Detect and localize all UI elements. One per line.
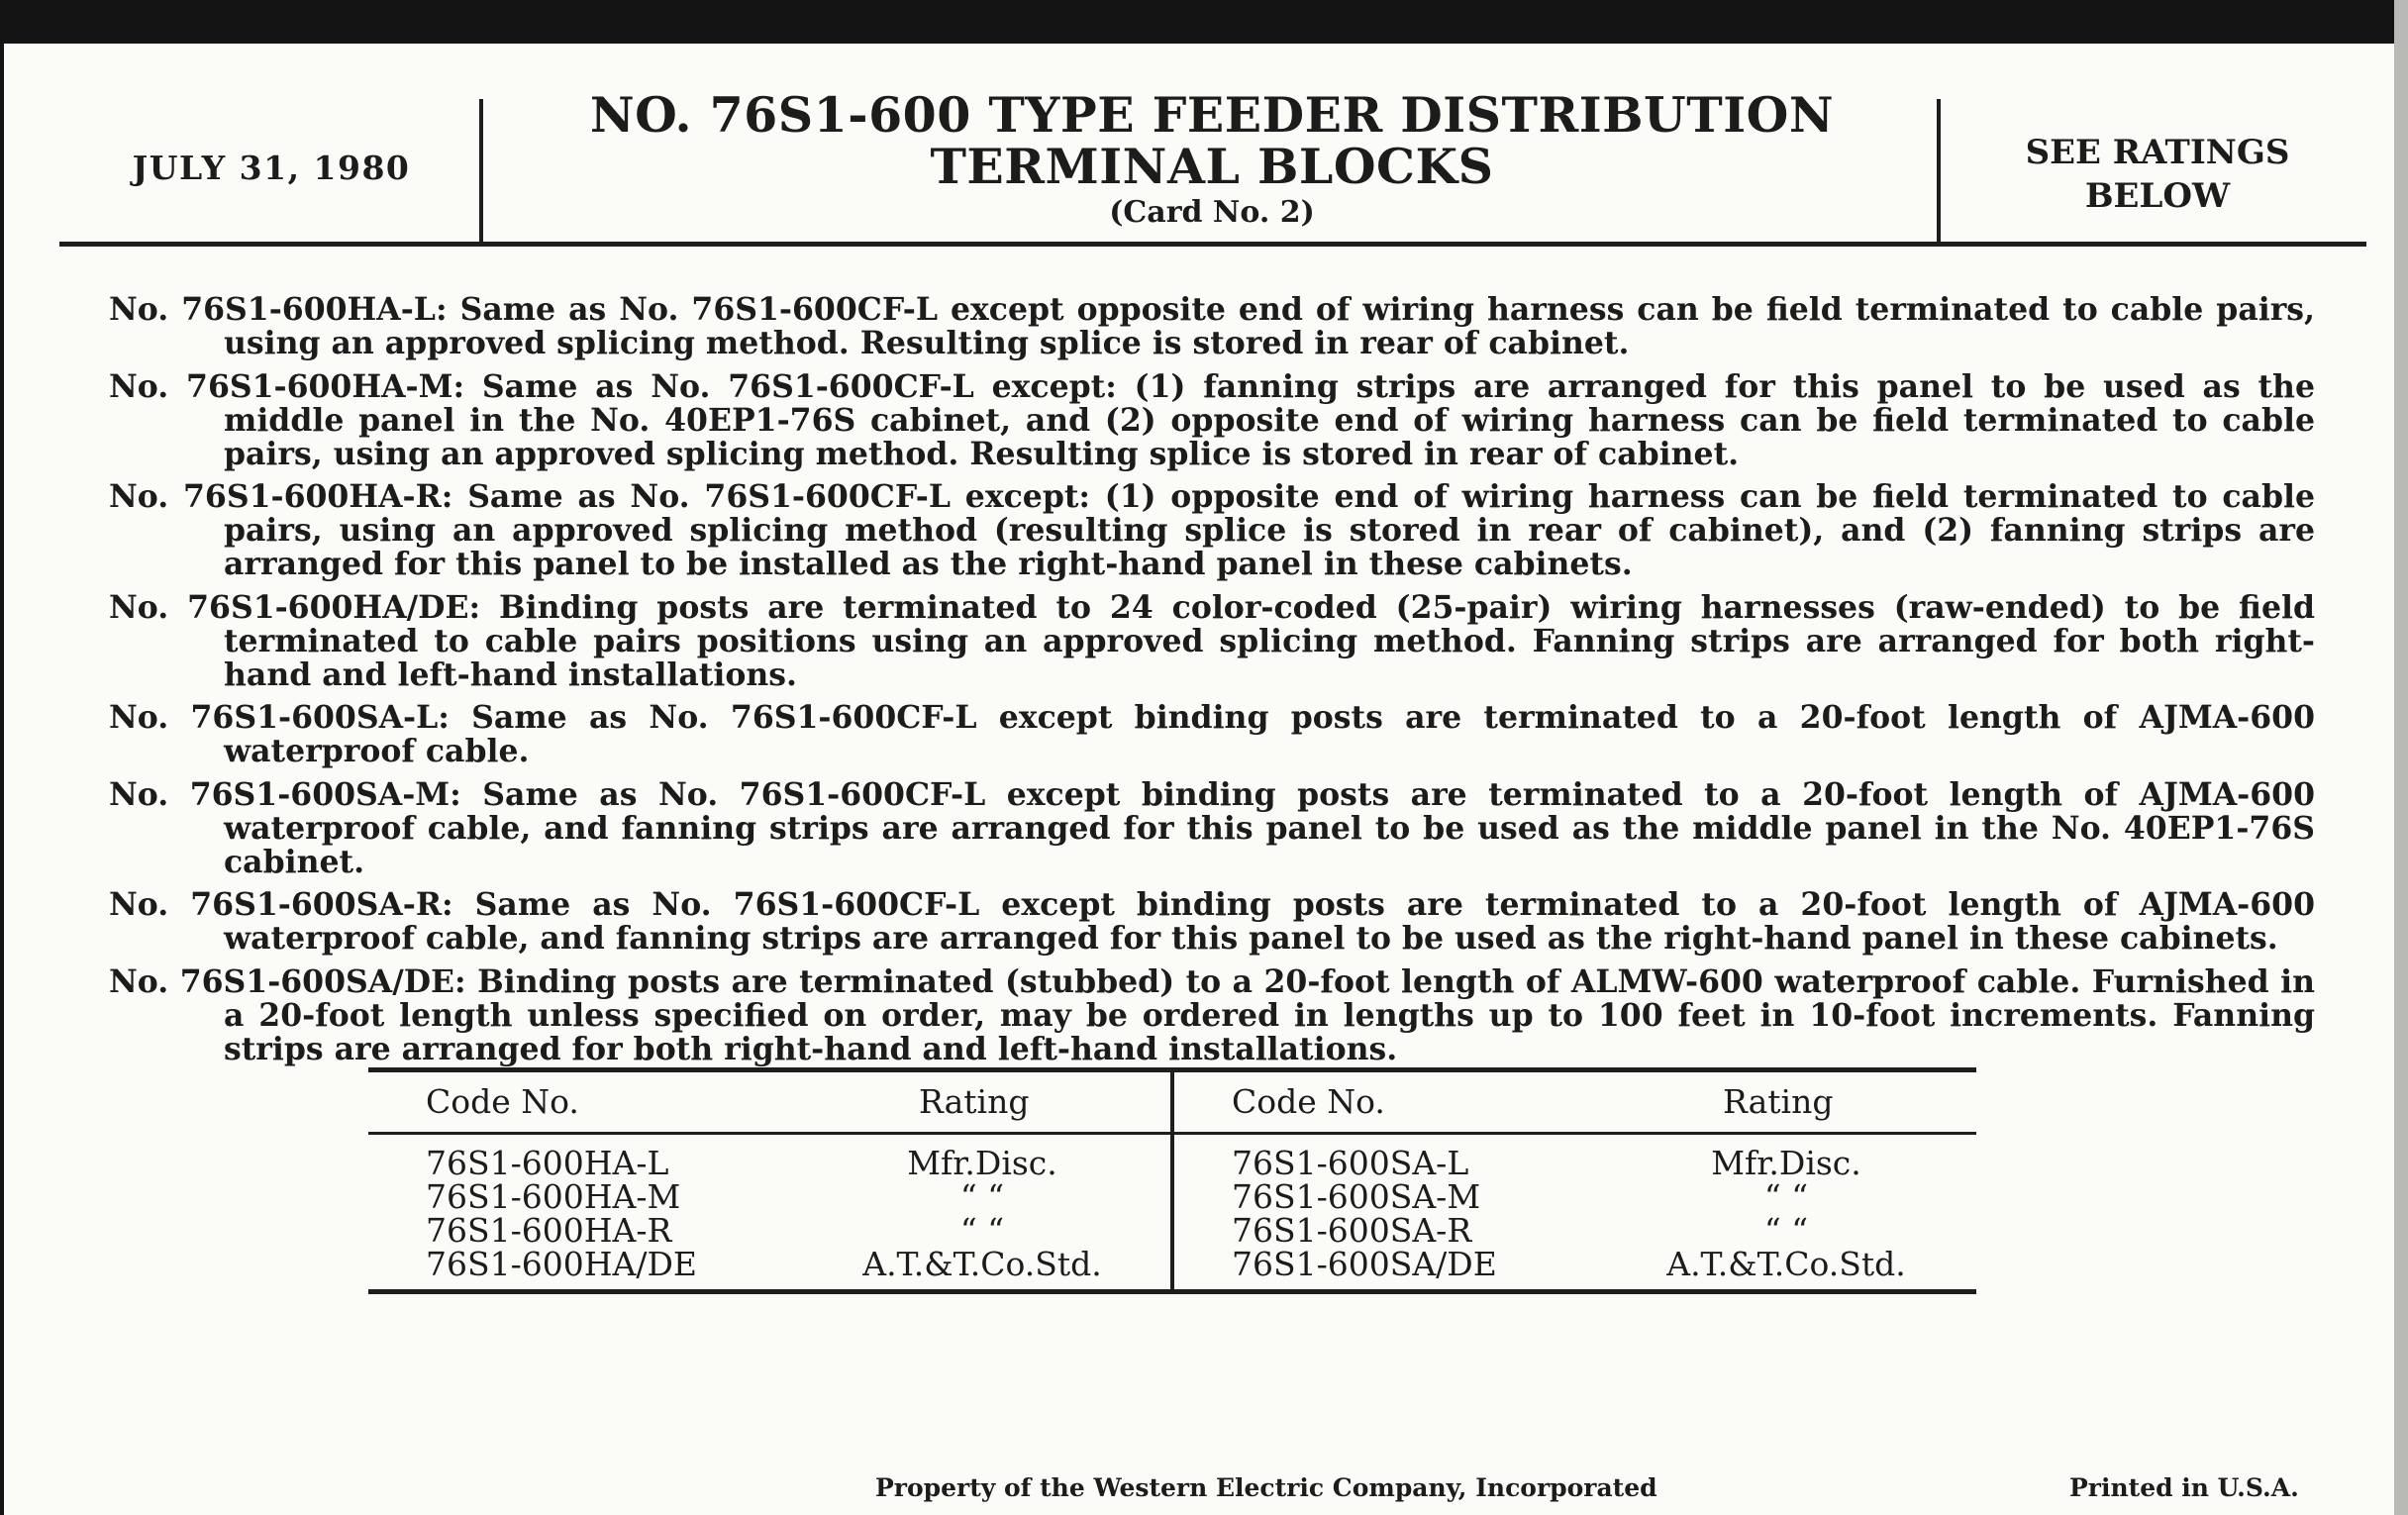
table-column-divider bbox=[1170, 1067, 1174, 1294]
entry-sa-de: No. 76S1-600SA/DE: Binding posts are terminated (stubbed) to a 20-foot length of ALMW-600 waterproof cable. Furnished in a 20-foot length unless specified on order, may be ordered in lengths up to 100 feet in 10-foot increments. Fanning strips are arranged for both right-hand and left-hand installations. bbox=[109, 962, 2315, 1067]
table-cell: A.T.&T.Co.Std. bbox=[862, 1245, 1102, 1283]
ratings-note-line-2: BELOW bbox=[2084, 176, 2231, 216]
table-cell: 76S1-600SA/DE bbox=[1232, 1245, 1497, 1283]
entry-sa-m: No. 76S1-600SA-M: Same as No. 76S1-600CF-L except binding posts are terminated to a 20-foot length of AJMA-600 waterproof cable, and fanning strips are arranged for this panel to be used as the middle panel in the No. 40EP1-76S cabinet. bbox=[109, 775, 2315, 880]
title-line-2: TERMINAL BLOCKS bbox=[930, 138, 1494, 195]
table-cell: 76S1-600HA-M bbox=[426, 1177, 681, 1216]
table-cell: “ “ bbox=[1763, 1177, 1809, 1216]
printed-notice: Printed in U.S.A. bbox=[2069, 1473, 2299, 1502]
card-number: (Card No. 2) bbox=[1109, 195, 1315, 230]
header-divider-left bbox=[479, 99, 483, 246]
card-title bbox=[489, 86, 1935, 232]
table-cell: 76S1-600HA-L bbox=[426, 1144, 669, 1182]
table-cell: “ “ bbox=[1763, 1211, 1809, 1250]
property-notice: Property of the Western Electric Company, Incorporated bbox=[875, 1473, 1657, 1502]
entry-sa-l: No. 76S1-600SA-L: Same as No. 76S1-600CF-L except binding posts are terminated to a 20-foot length of AJMA-600 waterproof cable. bbox=[109, 699, 2315, 769]
right-rating-header: Rating bbox=[1723, 1082, 1834, 1121]
scan-edge bbox=[2394, 0, 2408, 1515]
entry-sa-r: No. 76S1-600SA-R: Same as No. 76S1-600CF-L except binding posts are terminated to a 20-foot length of AJMA-600 waterproof cable, and fanning strips are arranged for this panel to be used as the right-hand panel in these cabinets. bbox=[109, 886, 2315, 957]
table-cell: A.T.&T.Co.Std. bbox=[1666, 1245, 1906, 1283]
entry-ha-l: No. 76S1-600HA-L: Same as No. 76S1-600CF-L except opposite end of wiring harness can be field terminated to cable pairs, using an approved splicing method. Resulting splice is stored in rear of cabinet. bbox=[109, 291, 2315, 361]
table-cell: Mfr.Disc. bbox=[1711, 1144, 1861, 1182]
header-divider-right bbox=[1937, 99, 1941, 246]
right-code-header: Code No. bbox=[1232, 1082, 1385, 1121]
table-cell: 76S1-600SA-L bbox=[1232, 1144, 1469, 1182]
table-cell: 76S1-600HA/DE bbox=[426, 1245, 698, 1283]
ratings-note bbox=[1955, 131, 2360, 218]
table-cell: 76S1-600HA-R bbox=[426, 1211, 672, 1250]
rating-table bbox=[368, 1067, 1976, 1295]
table-cell: 76S1-600SA-R bbox=[1232, 1211, 1472, 1250]
ratings-note-line-1: SEE RATINGS bbox=[2025, 133, 2290, 172]
left-rating-column bbox=[834, 1144, 1131, 1283]
left-code-header: Code No. bbox=[426, 1082, 579, 1121]
table-cell: Mfr.Disc. bbox=[907, 1144, 1057, 1182]
left-code-column bbox=[426, 1144, 698, 1283]
entry-ha-r: No. 76S1-600HA-R: Same as No. 76S1-600CF-L except: (1) opposite end of wiring harness can be field terminated to cable pairs, using an approved splicing method (resulting splice is stored in rear of cabinet), and (2) fanning strips are arranged for this panel to be installed as the right-hand panel in these cabinets. bbox=[109, 478, 2315, 582]
right-code-column bbox=[1232, 1144, 1497, 1283]
title-line-1: NO. 76S1-600 TYPE FEEDER DISTRIBUTION bbox=[589, 86, 1835, 144]
entry-ha-de: No. 76S1-600HA/DE: Binding posts are terminated to 24 color-coded (25-pair) wiring harnesses (raw-ended) to be field terminated to cable pairs positions using an approved splicing method. Fanning strips are arranged for both right-hand and left-hand installations. bbox=[109, 588, 2315, 693]
entry-list bbox=[109, 293, 2315, 1075]
card-date: JULY 31, 1980 bbox=[132, 149, 411, 187]
catalog-card bbox=[4, 44, 2394, 1515]
right-rating-column bbox=[1638, 1144, 1935, 1283]
header-rule bbox=[59, 242, 2366, 247]
table-cell: “ “ bbox=[959, 1211, 1005, 1250]
table-cell: “ “ bbox=[959, 1177, 1005, 1216]
entry-ha-m: No. 76S1-600HA-M: Same as No. 76S1-600CF-L except: (1) fanning strips are arranged for this panel to be used as the middle panel in the No. 40EP1-76S cabinet, and (2) opposite end of wiring harness can be field terminated to cable pairs, using an approved splicing method. Resulting splice is stored in rear of cabinet. bbox=[109, 367, 2315, 472]
left-rating-header: Rating bbox=[919, 1082, 1030, 1121]
table-cell: 76S1-600SA-M bbox=[1232, 1177, 1481, 1216]
